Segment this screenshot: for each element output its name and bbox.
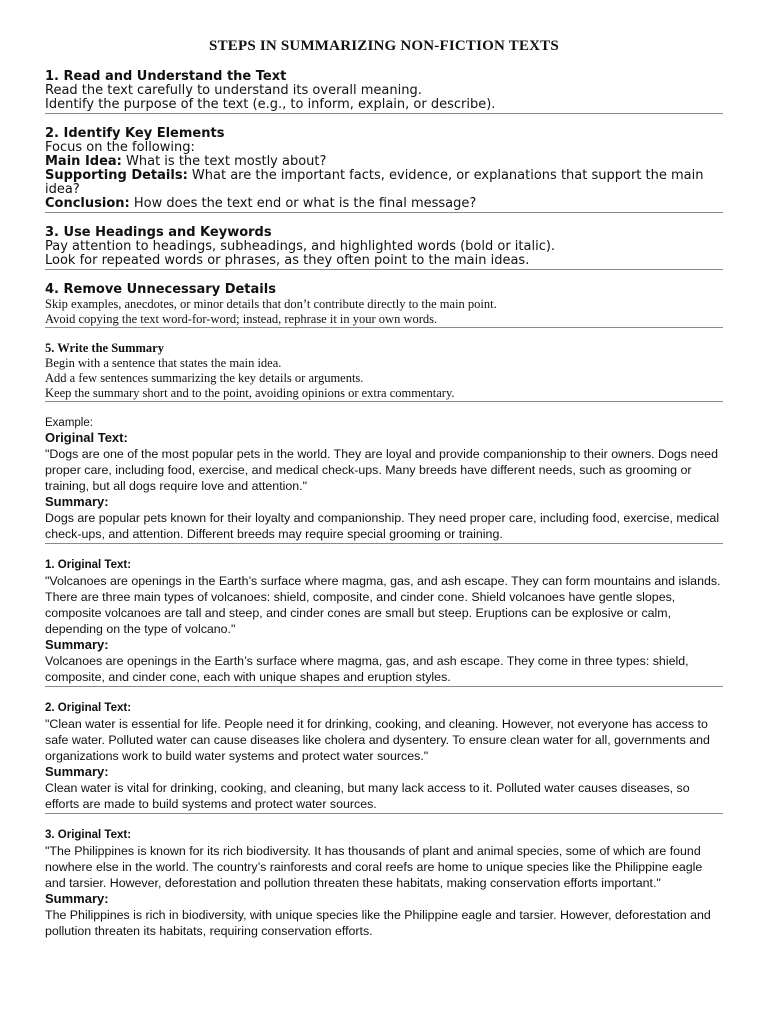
step-heading: 1. Read and Understand the Text (45, 69, 287, 84)
example-label: Example: (45, 417, 93, 429)
summary-label: Summary: (45, 494, 109, 509)
step-heading: 2. Identify Key Elements (45, 126, 225, 141)
document-page (45, 38, 723, 939)
key-element-conclusion (45, 197, 723, 211)
step-line: Avoid copying the text word-for-word; instead, rephrase it in your own words. (45, 312, 438, 326)
step-line: Keep the summary short and to the point, avoiding opinions or extra commentary. (45, 386, 455, 400)
item-text: What is the text mostly about? (121, 154, 327, 169)
step-line: Identify the purpose of the text (e.g., to inform, explain, or describe). (45, 97, 496, 112)
step-line: Skip examples, anecdotes, or minor details that don’t contribute directly to the main point. (45, 297, 497, 311)
exercise-3 (45, 828, 723, 939)
summary-label: Summary: (45, 764, 109, 779)
summary-text: The Philippines is rich in biodiversity, with unique species like the Philippine eagle and tarsier. However, deforestation and pollution threaten its habitats, requiring conservation efforts. (45, 908, 711, 938)
step-3 (45, 226, 723, 270)
document-title: STEPS IN SUMMARIZING NON-FICTION TEXTS (209, 38, 559, 54)
step-heading: 5. Write the Summary (45, 341, 164, 355)
original-text: "Dogs are one of the most popular pets in the world. They are loyal and provide companionship to their owners. Dogs need proper care, including food, exercise, and medical check-ups. Many breeds have different needs, such as grooming or training, but all dogs require love and attention." (45, 447, 718, 493)
summary-text: Dogs are popular pets known for their loyalty and companionship. They need proper care, including food, exercise, medical check-ups, and attention. Different breeds may require special grooming or training. (45, 511, 720, 541)
exercise-1 (45, 558, 723, 687)
original-text: "Clean water is essential for life. People need it for drinking, cooking, and cleaning. However, not everyone has access to safe water. Polluted water can cause diseases like cholera and dysentery. To ensure clean water for all, governments and organizations work to build water systems and protect water sources." (45, 717, 710, 763)
original-text: "Volcanoes are openings in the Earth’s surface where magma, gas, and ash escape. They can form mountains and islands. There are three main types of volcanoes: shield, composite, and cinder cone. Shield volcanoes have gentle slopes, composite volcanoes are tall and steep, and cinder cones are small but steep. Eruptions can be explosive or calm, depending on the type of volcano." (45, 574, 721, 636)
item-text: How does the text end or what is the final message? (129, 196, 477, 211)
key-element-supporting-details (45, 169, 723, 197)
summary-label: Summary: (45, 637, 109, 652)
summary-label: Summary: (45, 891, 109, 906)
exercise-2 (45, 701, 723, 814)
exercise-label: 1. Original Text: (45, 559, 132, 571)
step-1 (45, 70, 723, 114)
step-intro: Focus on the following: (45, 140, 195, 155)
step-4 (45, 283, 723, 328)
key-element-main-idea (45, 155, 723, 169)
exercise-label: 2. Original Text: (45, 702, 132, 714)
step-2 (45, 127, 723, 213)
summary-text: Clean water is vital for drinking, cooking, and cleaning, but many lack access to it. Polluted water causes diseases, so efforts are made to build systems and protect water sources. (45, 781, 690, 811)
step-line: Read the text carefully to understand its overall meaning. (45, 83, 422, 98)
exercise-label: 3. Original Text: (45, 829, 132, 841)
step-line: Look for repeated words or phrases, as they often point to the main ideas. (45, 253, 530, 268)
summary-text: Volcanoes are openings in the Earth’s surface where magma, gas, and ash escape. They come in three types: shield, composite, and cinder cone, each with unique shapes and eruption styles. (45, 654, 689, 684)
step-line: Pay attention to headings, subheadings, and highlighted words (bold or italic). (45, 239, 556, 254)
item-text: What are the important facts, evidence, or explanations that support the main idea? (45, 168, 704, 197)
item-label: Main Idea: (45, 154, 122, 169)
step-5 (45, 341, 723, 402)
step-line: Begin with a sentence that states the main idea. (45, 356, 282, 370)
item-label: Supporting Details: (45, 168, 188, 183)
example-section (45, 416, 723, 544)
step-heading: 3. Use Headings and Keywords (45, 225, 272, 240)
item-label: Conclusion: (45, 196, 130, 211)
step-line: Add a few sentences summarizing the key details or arguments. (45, 371, 364, 385)
step-heading: 4. Remove Unnecessary Details (45, 282, 276, 297)
original-text-label: Original Text: (45, 430, 128, 445)
original-text: "The Philippines is known for its rich biodiversity. It has thousands of plant and animal species, some of which are found nowhere else in the world. The country’s rainforests and coral reefs are home to unique species like the Philippine eagle and tarsier. However, deforestation and pollution threaten these habitats, making conservation efforts important." (45, 844, 703, 890)
